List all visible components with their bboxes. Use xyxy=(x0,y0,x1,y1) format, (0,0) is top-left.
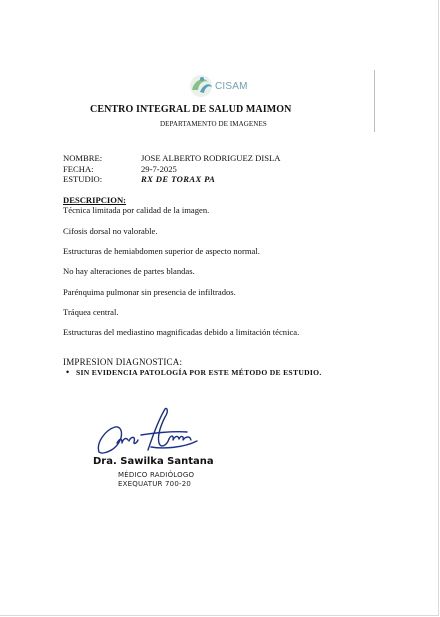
finding-line: Técnica limitada por calidad de la imagen. xyxy=(63,205,210,215)
doctor-signature xyxy=(93,405,208,460)
finding-line: Tráquea central. xyxy=(63,307,119,317)
description-title: DESCRIPCION: xyxy=(63,195,127,205)
finding-line: No hay alteraciones de partes blandas. xyxy=(63,266,195,276)
impression-item: • SIN EVIDENCIA PATOLOGÍA POR ESTE MÉTODO DE ESTUDIO. xyxy=(76,368,322,377)
logo-text: CISAM xyxy=(215,81,248,92)
fecha-label: FECHA: xyxy=(63,163,94,174)
clinic-name: CENTRO INTEGRAL DE SALUD MAIMON xyxy=(90,104,292,115)
fecha-row xyxy=(63,164,280,175)
patient-fields xyxy=(63,153,280,185)
estudio-value: RX DE TORAX PA xyxy=(141,174,216,184)
finding-line: Cifosis dorsal no valorable. xyxy=(63,226,158,236)
finding-line: Estructuras del mediastino magnificadas debido a limitación técnica. xyxy=(63,327,300,337)
finding-line: Estructuras de hemiabdomen superior de aspecto normal. xyxy=(63,246,260,256)
estudio-row xyxy=(63,174,280,185)
department-name: DEPARTAMENTO DE IMAGENES xyxy=(160,120,267,128)
header-divider-line xyxy=(374,70,375,132)
doctor-role: MÉDICO RADIÓLOGO xyxy=(118,471,195,479)
nombre-label: NOMBRE: xyxy=(63,153,103,163)
fecha-value: 29-7-2025 xyxy=(141,163,177,174)
finding-line: Parénquima pulmonar sin presencia de infiltrados. xyxy=(63,287,236,297)
impression-list xyxy=(76,368,322,377)
nombre-row xyxy=(63,153,280,164)
doctor-name: Dra. Sawilka Santana xyxy=(93,456,214,467)
impression-title: IMPRESION DIAGNOSTICA: xyxy=(63,357,183,367)
estudio-label: ESTUDIO: xyxy=(63,174,103,184)
nombre-value: JOSE ALBERTO RODRIGUEZ DISLA xyxy=(141,153,281,163)
doctor-exequatur: EXEQUATUR 700-20 xyxy=(118,480,192,488)
